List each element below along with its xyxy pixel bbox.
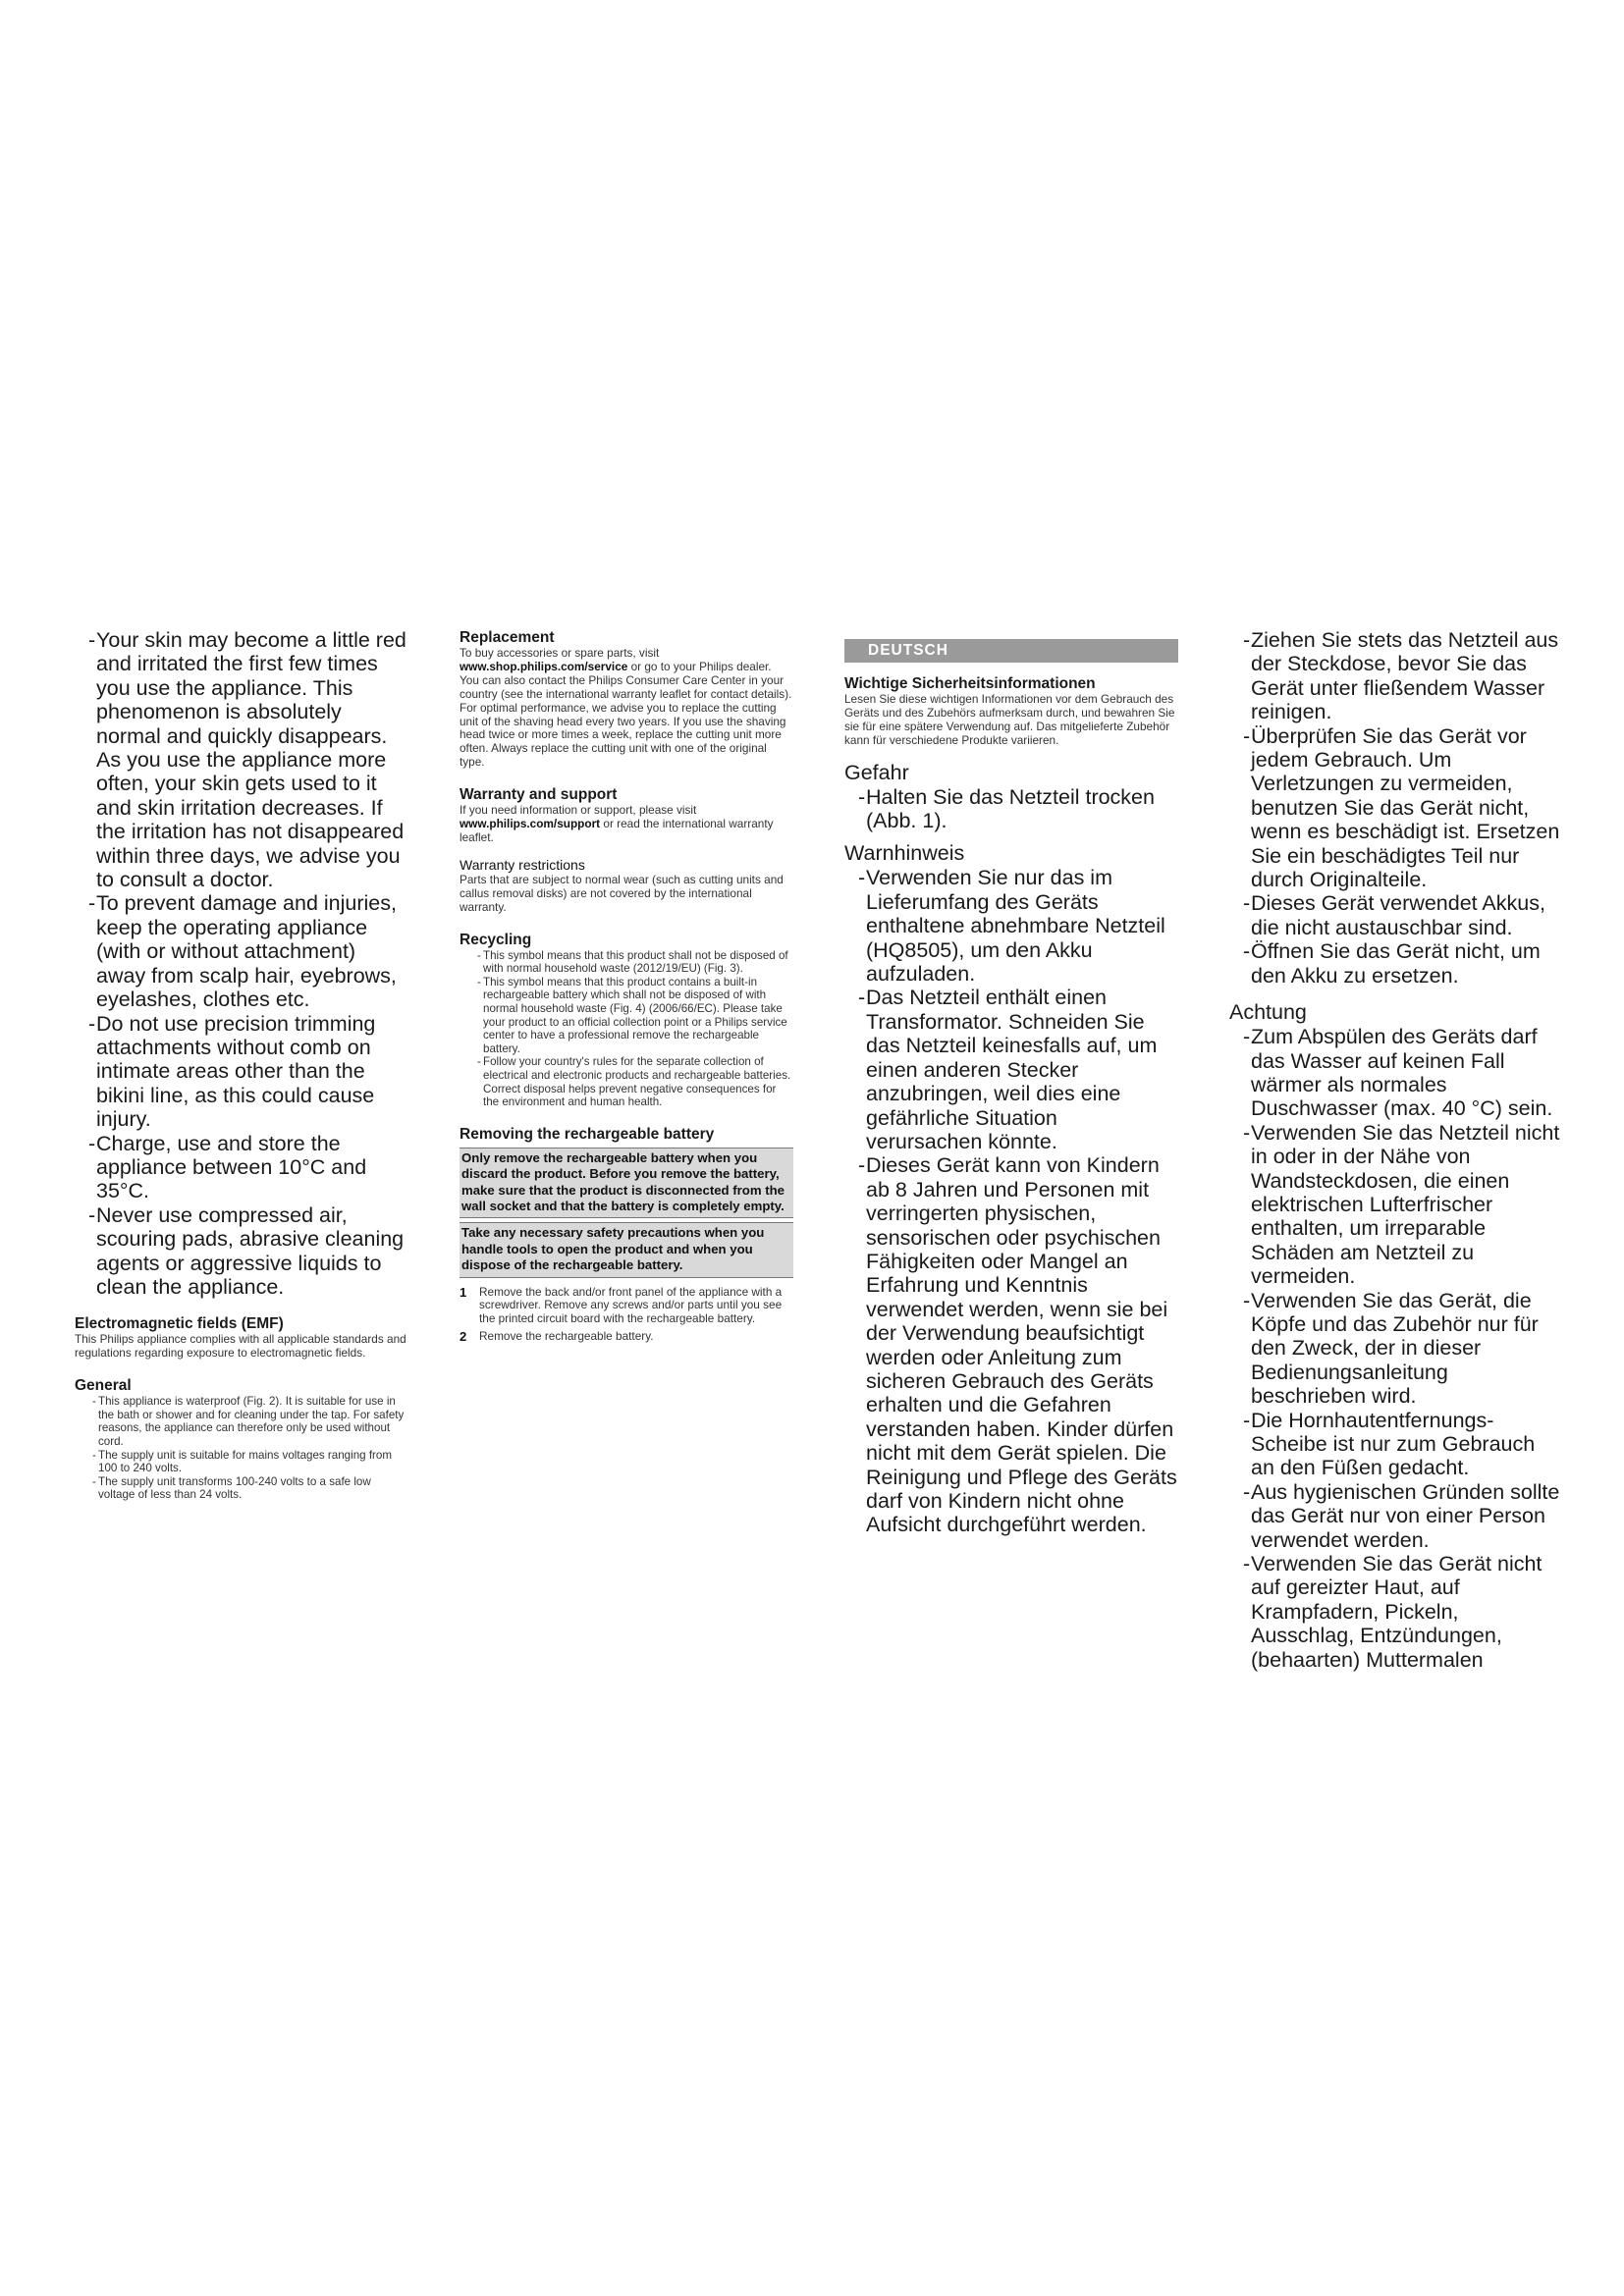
general-heading: General	[75, 1377, 132, 1395]
emf-text: This Philips appliance complies with all applicable standards and regulations regarding exposure to electromagnetic fields.	[75, 1332, 406, 1361]
gefahr-heading: Gefahr	[844, 760, 909, 784]
replacement-heading: Replacement	[460, 629, 555, 646]
replacement-text	[460, 647, 793, 770]
achtung-heading: Achtung	[1229, 1000, 1307, 1025]
step-item	[460, 1330, 793, 1344]
list-item: - Follow your country's rules for the separate collection of electrical and electronic products and rechargeable batteries. Correct disposal helps prevent negative consequences for the environment and human health.	[469, 1055, 793, 1108]
column-4	[1229, 628, 1563, 1672]
warranty-heading: Warranty and support	[460, 786, 618, 804]
list-item: - Das Netzteil enthält einen Transformator. Schneiden Sie das Netzteil keinesfalls auf, um einen anderen Stecker anzubringen, weil dies eine gefährliche Situation verursachen könnte.	[844, 986, 1178, 1153]
warnhinweis-heading: Warnhinweis	[844, 841, 965, 866]
warnhinweis-bullet-list	[844, 866, 1178, 1536]
list-item: - Dieses Gerät verwendet Akkus, die nicht austauschbar sind.	[1229, 891, 1563, 939]
list-item: - Die Hornhautentfernungs-Scheibe ist nur zum Gebrauch an den Füßen gedacht.	[1229, 1409, 1563, 1480]
list-item: - The supply unit transforms 100-240 volts to a safe low voltage of less than 24 volts.	[84, 1475, 408, 1502]
list-item: - Verwenden Sie das Netzteil nicht in oder in der Nähe von Wandsteckdosen, die einen elektrischen Lufterfrischer enthalten, um irreparable Schäden am Netzteil zu vermeiden.	[1229, 1121, 1563, 1289]
step-number: 1	[460, 1284, 467, 1300]
safety-bullet-list-de	[1229, 628, 1563, 988]
step-item	[460, 1286, 793, 1327]
step-text: Remove the rechargeable battery.	[479, 1329, 654, 1344]
list-item: - Überprüfen Sie das Gerät vor jedem Gebrauch. Um Verletzungen zu vermeiden, benutzen Sie das Gerät nicht, wenn es beschädigt ist. Ersetzen Sie ein beschädigtes Teil nur durch Originalteile.	[1229, 724, 1563, 892]
list-item: - To prevent damage and injuries, keep the operating appliance (with or without attachment) away from scalp hair, eyebrows, eyelashes, clothes etc.	[75, 891, 408, 1011]
list-item: - Verwenden Sie nur das im Lieferumfang des Geräts enthaltene abnehmbare Netzteil (HQ8505), um den Akku aufzuladen.	[844, 866, 1178, 986]
list-item: - Zum Abspülen des Geräts darf das Wasser auf keinen Fall wärmer als normales Duschwasser (max. 40 °C) sein.	[1229, 1025, 1563, 1121]
removal-steps	[460, 1286, 793, 1345]
safety-info-heading: Wichtige Sicherheitsinformationen	[844, 675, 1096, 692]
step-text: Remove the back and/or front panel of the appliance with a screwdriver. Remove any screws and/or parts until you see the printed circuit board with the rechargeable battery.	[479, 1284, 783, 1326]
language-section-bar: DEUTSCH	[844, 639, 1178, 663]
warranty-text-2: or read the international warranty leaflet.	[460, 817, 774, 844]
list-item: - Verwenden Sie das Gerät, die Köpfe und das Zubehör nur für den Zweck, der in dieser Bedienungsanleitung beschrieben wird.	[1229, 1289, 1563, 1409]
list-item: - Dieses Gerät kann von Kindern ab 8 Jahren und Personen mit verringerten physischen, sensorischen oder psychischen Fähigkeiten oder Mangel an Erfahrung und Kenntnis verwendet werden, wenn sie bei der Verwendung beaufsichtigt werden oder Anleitung zum sicheren Gebrauch des Geräts erhalten und die Gefahren verstanden haben. Kinder dürfen nicht mit dem Gerät spielen. Die Reinigung und Pflege des Geräts darf von Kindern nicht ohne Aufsicht durchgeführt werden.	[844, 1153, 1178, 1537]
warranty-text	[460, 804, 793, 845]
gefahr-bullet-list	[844, 785, 1178, 833]
achtung-bullet-list	[1229, 1025, 1563, 1672]
emf-heading: Electromagnetic fields (EMF)	[75, 1315, 284, 1333]
list-item: - The supply unit is suitable for mains voltages ranging from 100 to 240 volts.	[84, 1449, 408, 1475]
removing-battery-heading: Removing the rechargeable battery	[460, 1125, 715, 1143]
warranty-text-1: If you need information or support, please visit	[460, 803, 697, 818]
replacement-text-1: To buy accessories or spare parts, visit	[460, 646, 660, 660]
column-1	[75, 628, 408, 1502]
safety-info-text: Lesen Sie diese wichtigen Informationen vor dem Gebrauch des Geräts und des Zubehörs aufmerksam durch, und bewahren Sie sie für eine spätere Verwendung auf. Das mitgelieferte Zubehör kann für verschiedene Produkte variieren.	[844, 692, 1175, 747]
recycling-heading: Recycling	[460, 931, 532, 948]
list-item: - Charge, use and store the appliance between 10°C and 35°C.	[75, 1132, 408, 1203]
restrictions-heading: Warranty restrictions	[460, 856, 585, 873]
step-number: 2	[460, 1329, 467, 1345]
replacement-link[interactable]: www.shop.philips.com/service	[460, 659, 628, 673]
recycling-bullet-list	[460, 949, 793, 1109]
list-item: - Aus hygienischen Gründen sollte das Gerät nur von einer Person verwendet werden.	[1229, 1480, 1563, 1552]
list-item: - Halten Sie das Netzteil trocken (Abb. 1).	[844, 785, 1178, 833]
list-item: - Verwenden Sie das Gerät nicht auf gereizter Haut, auf Krampfadern, Pickeln, Ausschlag, Entzündungen, (behaarten) Muttermalen	[1229, 1552, 1563, 1672]
list-item: - This symbol means that this product contains a built-in rechargeable battery which shall not be disposed of with normal household waste (Fig. 4) (2006/66/EC). Please take your product to an official collection point or a Philips service center to have a professional remove the rechargeable battery.	[469, 976, 793, 1056]
list-item: - This symbol means that this product shall not be disposed of with normal household waste (2012/19/EU) (Fig. 3).	[469, 949, 793, 976]
list-item: - Never use compressed air, scouring pads, abrasive cleaning agents or aggressive liquids to clean the appliance.	[75, 1203, 408, 1300]
list-item: - This appliance is waterproof (Fig. 2). It is suitable for use in the bath or shower and for cleaning under the tap. For safety reasons, the appliance can therefore only be used without cord.	[84, 1395, 408, 1448]
restrictions-text: Parts that are subject to normal wear (such as cutting units and callus removal disks) are not covered by the international warranty.	[460, 872, 784, 914]
warning-box: Only remove the rechargeable battery when you discard the product. Before you remove the battery, make sure that the product is disconnected from the wall socket and that the battery is completely empty.	[460, 1148, 793, 1219]
column-2	[460, 628, 793, 1344]
list-item: - Ziehen Sie stets das Netzteil aus der Steckdose, bevor Sie das Gerät unter fließendem Wasser reinigen.	[1229, 628, 1563, 724]
list-item: - Your skin may become a little red and irritated the first few times you use the appliance. This phenomenon is absolutely normal and quickly disappears. As you use the appliance more often, your skin gets used to it and skin irritation decreases. If the irritation has not disappeared within three days, we advise you to consult a doctor.	[75, 628, 408, 891]
replacement-text-2: or go to your Philips dealer. You can also contact the Philips Consumer Care Center in your country (see the international warranty leaflet for contact details). For optimal performance, we advise you to replace the cutting unit of the shaving head every two years. If you use the shaving head twice or more times a week, replace the cutting unit more often. Always replace the cutting unit with one of the original type.	[460, 659, 792, 770]
list-item: - Do not use precision trimming attachments without comb on intimate areas other than the bikini line, as this could cause injury.	[75, 1012, 408, 1132]
warranty-link[interactable]: www.philips.com/support	[460, 817, 601, 831]
general-bullet-list	[75, 1395, 408, 1502]
list-item: - Öffnen Sie das Gerät nicht, um den Akku zu ersetzen.	[1229, 939, 1563, 988]
safety-bullet-list	[75, 628, 408, 1299]
warning-box: Take any necessary safety precautions when you handle tools to open the product and when you dispose of the rechargeable battery.	[460, 1222, 793, 1277]
column-3	[844, 639, 1178, 1537]
